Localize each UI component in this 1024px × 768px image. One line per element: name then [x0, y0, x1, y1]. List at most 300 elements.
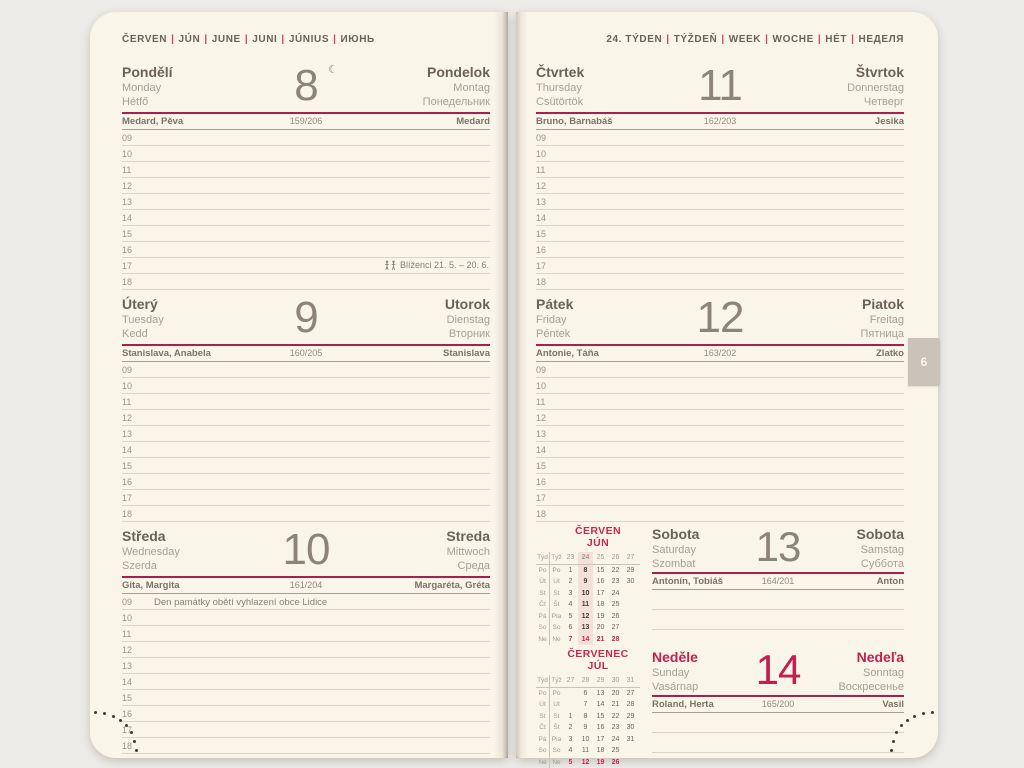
calendar-cell: St [536, 711, 550, 723]
day-number: 9 [294, 293, 318, 342]
hour-row [122, 642, 490, 658]
day-name-english: Thursday [536, 82, 582, 94]
day-name-english: Sunday [652, 667, 690, 679]
calendar-cell: Po [536, 688, 550, 700]
separator: | [333, 34, 337, 45]
header-word: JUNI [252, 34, 278, 45]
calendar-cell: Čt [536, 599, 550, 611]
separator: | [817, 34, 822, 45]
hour-label: 15 [122, 693, 133, 703]
nameday-slovak: Jesika [874, 116, 904, 127]
nameday-czech: Medard, Pěva [122, 116, 184, 127]
hour-row [122, 658, 490, 674]
calendar-cell: 16 [596, 578, 605, 585]
writing-line [652, 590, 904, 610]
separator: | [204, 34, 208, 45]
day-block-monday [122, 61, 490, 290]
day-of-year: 160/205 [289, 348, 323, 358]
hour-label: 14 [536, 445, 547, 455]
calendar-cell: So [552, 624, 561, 631]
hour-label: 09 [122, 365, 133, 375]
day-name-slovak: Pondelok [426, 64, 490, 80]
calendar-cell: Ut [553, 701, 560, 708]
calendar-week-row [536, 611, 640, 623]
hour-label: 16 [536, 477, 547, 487]
day-names-left [122, 64, 260, 112]
hour-label: 11 [536, 397, 546, 407]
hour-label: 13 [122, 197, 133, 207]
hour-row [122, 362, 490, 378]
calendar-cell: 8 [583, 712, 588, 720]
day-number: 8 [294, 61, 318, 110]
day-number: 14 [755, 646, 801, 693]
writing-lines [652, 713, 904, 768]
hour-label: 10 [122, 613, 133, 623]
separator: | [765, 34, 769, 45]
hour-row [536, 194, 904, 210]
hour-label: 09 [122, 597, 133, 607]
gemini-zodiac-icon [384, 260, 397, 271]
hour-row [122, 274, 490, 290]
day-name-slovak: Piatok [861, 296, 904, 312]
header-word: HÉT [825, 34, 848, 45]
hour-label: 18 [122, 277, 133, 287]
day-name-russian: Вторник [448, 328, 490, 340]
day-name-russian: Среда [457, 560, 490, 572]
day-header [652, 646, 904, 695]
day-block-wednesday [122, 525, 490, 754]
day-header [122, 525, 490, 576]
calendar-cell: 12 [581, 758, 590, 766]
hour-row [122, 130, 490, 146]
hour-label: 09 [536, 365, 547, 375]
day-names-left [652, 526, 732, 572]
hour-row [536, 378, 904, 394]
hour-row [536, 506, 904, 522]
hour-label: 14 [122, 677, 133, 687]
calendar-cell: 24 [611, 589, 620, 597]
calendar-cell: 26 [611, 758, 620, 766]
separator: | [851, 34, 855, 45]
header-word: ČERVEN [122, 34, 168, 45]
day-name-german: Freitag [869, 314, 904, 326]
day-of-year: 159/206 [289, 116, 323, 126]
header-word: TÝŽDEŇ [673, 34, 718, 45]
day-header [536, 293, 904, 344]
hour-label: 12 [536, 181, 547, 191]
calendar-cell: St [536, 588, 550, 600]
calendar-cell: 25 [611, 601, 620, 608]
calendar-week-row [536, 576, 640, 588]
calendar-cell: 27 [611, 624, 620, 631]
separator: | [281, 34, 285, 45]
calendar-cell: 23 [566, 554, 575, 561]
calendar-cell: 24 [611, 735, 620, 743]
calendar-cell: Pá [536, 734, 550, 746]
hour-label: 15 [122, 229, 133, 239]
day-number-wrap [674, 293, 766, 344]
nameday-czech: Stanislava, Anabela [122, 348, 211, 359]
calendar-cell: 30 [611, 677, 620, 684]
hour-row [122, 458, 490, 474]
day-number: 11 [698, 61, 742, 110]
day-name-english: Tuesday [122, 314, 164, 326]
calendar-week-row [536, 711, 640, 723]
hour-row [122, 178, 490, 194]
calendar-cell: 21 [596, 635, 605, 643]
calendar-cell: 2 [568, 578, 573, 585]
hour-row [122, 474, 490, 490]
calendar-cell: 17 [596, 735, 605, 743]
calendar-cell [563, 699, 578, 711]
hour-row [536, 258, 904, 274]
hour-label: 11 [122, 165, 132, 175]
day-name-english: Friday [536, 314, 567, 326]
nameday-row [536, 346, 904, 362]
calendar-cell: 4 [568, 601, 573, 608]
day-name-english: Monday [122, 82, 162, 94]
hour-grid [122, 130, 490, 290]
day-name-hungarian: Szombat [652, 558, 696, 570]
day-name-hungarian: Péntek [536, 328, 571, 340]
day-name-russian: Понедельник [422, 96, 490, 108]
calendar-cell: So [552, 747, 561, 754]
calendar-title-slovak: JÚN [586, 536, 610, 549]
hour-label: 16 [536, 245, 547, 255]
hour-label: 17 [122, 261, 133, 271]
calendar-cell: 29 [626, 566, 635, 574]
hour-label: 14 [122, 445, 133, 455]
day-name-czech: Úterý [122, 296, 158, 312]
separator: | [171, 34, 175, 45]
calendar-cell: 17 [596, 589, 605, 597]
nameday-row [652, 574, 904, 590]
calendar-cell: 18 [596, 601, 605, 608]
day-of-year: 161/204 [289, 580, 323, 590]
calendar-grid [536, 675, 640, 768]
calendar-title-czech: ČERVEN [575, 525, 621, 537]
calendar-cell: 1 [568, 566, 573, 574]
hour-row [122, 394, 490, 410]
calendar-grid [536, 552, 640, 645]
hour-label: 11 [122, 397, 132, 407]
moon-phase-icon: ☾ [328, 64, 338, 76]
hour-row [122, 210, 490, 226]
day-header [536, 61, 904, 112]
week-header [536, 34, 904, 54]
calendar-cell: 14 [578, 634, 593, 646]
calendar-cell: 25 [611, 747, 620, 754]
day-names-left [122, 528, 260, 576]
nameday-slovak: Margaréta, Gréta [414, 580, 490, 591]
hour-label: 17 [122, 725, 133, 735]
calendar-cell: 31 [626, 677, 635, 684]
hour-label: 14 [536, 213, 547, 223]
hour-row [122, 194, 490, 210]
calendar-cell: 27 [626, 689, 635, 697]
calendar-cell: 26 [611, 554, 620, 561]
hour-label: 17 [536, 261, 547, 271]
hour-label: 16 [122, 709, 133, 719]
hour-grid [536, 362, 904, 522]
calendar-cell: 25 [596, 554, 605, 561]
saturday-section [536, 523, 904, 645]
day-number-wrap [260, 525, 352, 576]
hour-row [536, 210, 904, 226]
calendar-cell: 29 [596, 677, 605, 684]
calendar-week-row [536, 688, 640, 700]
hour-label: 16 [122, 477, 133, 487]
calendar-cell: 27 [626, 554, 635, 561]
calendar-cell: 24 [578, 552, 593, 564]
day-block-friday [536, 293, 904, 522]
left-page [90, 12, 508, 758]
day-block-thursday [536, 61, 904, 290]
calendar-title-slovak: JÚL [587, 659, 609, 672]
day-name-hungarian: Hétfő [122, 96, 149, 108]
calendar-cell: 16 [596, 724, 605, 731]
month-header [122, 34, 490, 54]
calendar-cell: Št [553, 601, 560, 608]
day-header [652, 523, 904, 572]
calendar-week-row [536, 722, 640, 734]
mini-calendar-july [536, 649, 640, 768]
day-number-wrap [260, 61, 352, 112]
calendar-cell: Týž [551, 677, 562, 684]
calendar-cell: 28 [581, 677, 590, 684]
calendar-cell: 30 [626, 578, 635, 585]
day-of-year: 165/200 [761, 699, 795, 709]
calendar-cell: 3 [568, 735, 573, 743]
calendar-cell: Po [552, 566, 561, 574]
hour-row [122, 594, 490, 610]
header-word: JÚN [178, 34, 201, 45]
day-names-right [352, 64, 490, 112]
hour-label: 10 [122, 381, 133, 391]
hour-row [122, 690, 490, 706]
hour-label: 13 [536, 429, 547, 439]
day-names-right [352, 528, 490, 576]
hour-label: 09 [122, 133, 133, 143]
calendar-cell: 11 [581, 747, 590, 754]
day-number-wrap [732, 646, 824, 695]
calendar-cell: 7 [583, 701, 588, 708]
month-tab-label: 6 [920, 355, 928, 369]
day-name-english: Wednesday [122, 546, 180, 558]
calendar-cell: Pia [551, 735, 562, 743]
calendar-cell: Pia [551, 612, 562, 620]
day-name-german: Mittwoch [446, 546, 490, 558]
day-name-czech: Sobota [652, 526, 700, 542]
hour-label: 18 [122, 509, 133, 519]
hour-label: 18 [536, 277, 547, 287]
calendar-cell [563, 688, 578, 700]
hour-row [536, 474, 904, 490]
day-names-right [766, 64, 904, 112]
calendar-cell: Ne [552, 635, 561, 643]
calendar-week-row [536, 734, 640, 746]
day-name-czech: Pondělí [122, 64, 173, 80]
calendar-header-row [536, 675, 640, 688]
hour-grid [122, 362, 490, 522]
nameday-czech: Antonie, Táňa [536, 348, 599, 359]
calendar-cell: 1 [568, 712, 573, 720]
day-number: 12 [696, 293, 744, 342]
calendar-cell: So [536, 622, 550, 634]
day-name-czech: Pátek [536, 296, 574, 312]
event-note [154, 597, 327, 608]
day-header [122, 293, 490, 344]
day-names-right [824, 526, 904, 572]
nameday-row [652, 697, 904, 713]
hour-row [122, 258, 490, 274]
hour-grid [122, 594, 490, 754]
day-block-saturday [652, 523, 904, 645]
day-of-year: 163/202 [703, 348, 737, 358]
day-name-czech: Neděle [652, 649, 698, 665]
hour-row [536, 426, 904, 442]
hour-label: 17 [122, 493, 133, 503]
calendar-cell: 22 [611, 712, 620, 720]
day-name-english: Saturday [652, 544, 697, 556]
hour-label: 13 [122, 661, 133, 671]
hour-row [122, 378, 490, 394]
calendar-cell: Po [536, 565, 550, 577]
nameday-czech: Antonín, Tobiáš [652, 576, 724, 587]
hour-label: 15 [536, 461, 547, 471]
calendar-cell: 22 [611, 566, 620, 574]
day-name-russian: Пятница [860, 328, 904, 340]
calendar-week-row [536, 757, 640, 768]
calendar-cell: 15 [596, 712, 605, 720]
hour-row [536, 274, 904, 290]
right-page [516, 12, 938, 766]
calendar-week-row [536, 634, 640, 646]
hour-grid [536, 130, 904, 290]
writing-line [652, 713, 904, 733]
calendar-cell: St [553, 589, 560, 597]
nameday-slovak: Vasil [882, 699, 904, 710]
hour-row [122, 410, 490, 426]
calendar-cell: 9 [578, 576, 593, 588]
calendar-cell: 20 [596, 624, 605, 631]
writing-line [652, 753, 904, 768]
calendar-cell: 11 [578, 599, 593, 611]
hour-row [536, 162, 904, 178]
calendar-title-czech: ČERVENEC [567, 648, 629, 660]
calendar-cell: 19 [596, 758, 605, 766]
day-number-wrap [260, 293, 352, 344]
calendar-cell: 14 [596, 701, 605, 708]
calendar-cell [623, 634, 638, 646]
calendar-cell: 29 [626, 712, 635, 720]
calendar-cell [623, 745, 638, 757]
hour-row [122, 610, 490, 626]
calendar-cell: Ne [536, 634, 550, 646]
hour-row [536, 178, 904, 194]
day-name-czech: Čtvrtek [536, 64, 585, 80]
calendar-week-row [536, 588, 640, 600]
hour-label: 17 [536, 493, 547, 503]
hour-row [122, 626, 490, 642]
header-word: WOCHE [772, 34, 814, 45]
hour-label: 09 [536, 133, 547, 143]
event-note-text: Den památky obětí vyhlazení obce Lidice [154, 597, 328, 608]
nameday-czech: Bruno, Barnabáš [536, 116, 613, 127]
hour-label: 13 [122, 429, 133, 439]
hour-label: 15 [536, 229, 547, 239]
hour-label: 12 [536, 413, 547, 423]
separator: | [721, 34, 725, 45]
day-of-year: 164/201 [761, 576, 795, 586]
calendar-cell: 31 [626, 735, 635, 743]
day-number: 10 [282, 525, 330, 574]
calendar-cell: 10 [581, 735, 590, 743]
hour-row [536, 394, 904, 410]
day-name-slovak: Štvrtok [855, 64, 904, 80]
day-number-wrap [732, 523, 824, 572]
day-name-german: Donnerstag [847, 82, 904, 94]
calendar-cell: 2 [568, 724, 573, 731]
hour-label: 18 [536, 509, 547, 519]
calendar-week-row [536, 565, 640, 577]
calendar-cell: 18 [596, 747, 605, 754]
nameday-slovak: Anton [876, 576, 904, 587]
day-name-russian: Четверг [863, 96, 904, 108]
calendar-cell: 13 [578, 622, 593, 634]
calendar-cell: Pá [536, 611, 550, 623]
hour-row [122, 226, 490, 242]
hour-row [122, 722, 490, 738]
calendar-cell [623, 611, 638, 623]
calendar-cell: Týd [536, 675, 550, 687]
calendar-cell: 27 [566, 677, 575, 684]
calendar-cell [623, 757, 638, 768]
stitch-dots [931, 711, 934, 714]
calendar-cell: Ut [553, 578, 560, 585]
calendar-cell: 19 [596, 612, 605, 620]
hour-row [122, 674, 490, 690]
day-names-right [824, 649, 904, 695]
nameday-row [122, 578, 490, 594]
header-word: 24. TÝDEN [606, 34, 663, 45]
day-name-slovak: Utorok [444, 296, 490, 312]
day-name-german: Sonntag [863, 667, 904, 679]
hour-row [536, 242, 904, 258]
calendar-cell: Št [553, 724, 560, 731]
hour-row [536, 458, 904, 474]
month-tab [908, 338, 940, 386]
calendar-cell: Ne [536, 757, 550, 768]
hour-row [536, 490, 904, 506]
header-word: WEEK [728, 34, 762, 45]
nameday-slovak: Medard [456, 116, 490, 127]
calendar-cell: Týd [536, 552, 550, 564]
hour-row [536, 130, 904, 146]
calendar-cell: 28 [626, 701, 635, 708]
day-name-hungarian: Szerda [122, 560, 157, 572]
hour-label: 11 [122, 629, 132, 639]
writing-line [652, 733, 904, 753]
day-name-hungarian: Vasárnap [652, 681, 699, 693]
calendar-week-row [536, 745, 640, 757]
day-names-right [766, 296, 904, 344]
calendar-cell: 20 [611, 689, 620, 697]
calendar-cell: 23 [611, 724, 620, 731]
day-header [122, 61, 490, 112]
day-name-slovak: Nedeľa [856, 649, 904, 665]
calendar-cell: So [536, 745, 550, 757]
